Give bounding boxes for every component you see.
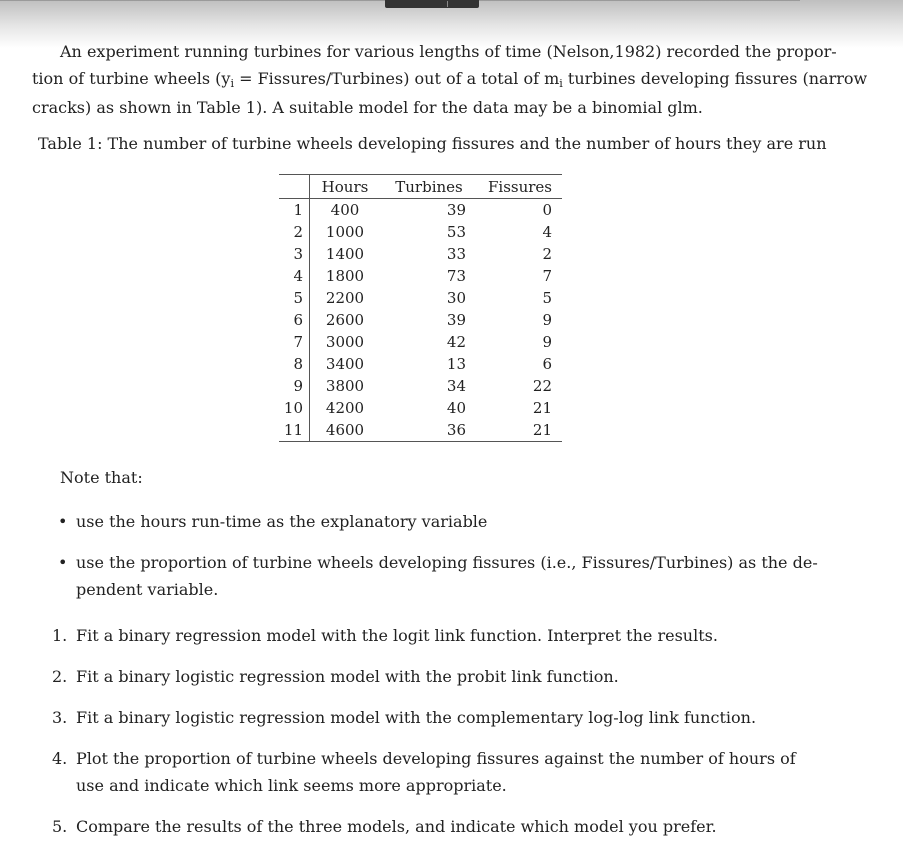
- hours-cell: 3400: [325, 355, 365, 373]
- task-list: [52, 622, 822, 854]
- row-index: 4: [279, 265, 310, 287]
- header-turbines: Turbines: [380, 175, 478, 199]
- task-number: 1.: [52, 626, 68, 645]
- table-row: [279, 419, 562, 442]
- row-index: 6: [279, 309, 310, 331]
- turbines-cell: 39: [446, 311, 466, 329]
- turbines-cell: 53: [446, 223, 466, 241]
- bullet-icon: •: [58, 512, 68, 531]
- intro-line-3: cracks) as shown in Table 1). A suitable model for the data may be a binomial glm.: [32, 98, 703, 117]
- header-index: [279, 175, 310, 199]
- bullet-text: use the proportion of turbine wheels developing fissures (i.e., Fissures/Turbines) as the de- pendent variable.: [76, 553, 818, 599]
- fissures-cell: 6: [542, 355, 552, 373]
- task-number: 2.: [52, 667, 68, 686]
- row-index: 1: [279, 199, 310, 222]
- intro-line-2-part-b: = Fissures/Turbines) out of a total of m: [233, 69, 560, 88]
- table-row: [279, 353, 562, 375]
- table-row: [279, 199, 562, 222]
- list-item: [52, 813, 822, 840]
- intro-line-2-part-c: turbines developing fissures (narrow: [562, 69, 868, 88]
- hours-cell: 3000: [325, 333, 365, 351]
- task-text: Fit a binary logistic regression model with the complementary log-log link function.: [76, 708, 757, 727]
- turbines-cell: 36: [380, 419, 478, 442]
- bullet-icon: •: [58, 553, 68, 572]
- fissures-cell: 2: [542, 245, 552, 263]
- table-row: [279, 287, 562, 309]
- table-caption: Table 1: The number of turbine wheels developing fissures and the number of hours they are run: [38, 134, 827, 153]
- subscript-i: i: [230, 77, 234, 90]
- subscript-i: i: [559, 77, 563, 90]
- row-index: 2: [279, 221, 310, 243]
- turbines-cell: 33: [446, 245, 466, 263]
- row-index: 5: [279, 287, 310, 309]
- task-number: 5.: [52, 817, 68, 836]
- hours-cell: 4200: [325, 399, 365, 417]
- table-row: [279, 309, 562, 331]
- fissures-cell: 22: [532, 377, 552, 395]
- task-number: 3.: [52, 708, 68, 727]
- turbines-cell: 39: [446, 201, 466, 219]
- task-text: Plot the proportion of turbine wheels developing fissures against the number of hours of use and indicate which link seems more appropriate.: [76, 749, 796, 795]
- fissures-cell: 21: [532, 399, 552, 417]
- fissures-cell: 9: [542, 333, 552, 351]
- bullet-text: use the hours run-time as the explanatory variable: [76, 512, 488, 531]
- row-index: 7: [279, 331, 310, 353]
- fissures-cell: 0: [542, 201, 552, 219]
- fissures-cell: 9: [542, 311, 552, 329]
- hours-cell: 1800: [325, 267, 365, 285]
- turbines-cell: 34: [446, 377, 466, 395]
- intro-line-2: [32, 65, 868, 94]
- fissures-cell: 7: [542, 267, 552, 285]
- hours-cell: 400: [330, 201, 360, 219]
- fissures-cell: 21: [478, 419, 562, 442]
- turbines-cell: 73: [446, 267, 466, 285]
- table-header-row: [279, 175, 562, 199]
- intro-paragraph: [32, 38, 868, 121]
- fissures-cell: 4: [542, 223, 552, 241]
- table-row: [279, 397, 562, 419]
- note-label: Note that:: [60, 468, 143, 487]
- table-row: [279, 375, 562, 397]
- table-body: [279, 199, 562, 442]
- viewer-toolbar-tab[interactable]: [385, 0, 479, 8]
- task-number: 4.: [52, 749, 68, 768]
- list-item: [52, 663, 822, 690]
- list-item: [52, 745, 822, 799]
- task-text: Fit a binary regression model with the logit link function. Interpret the results.: [76, 626, 718, 645]
- hours-cell: 1400: [325, 245, 365, 263]
- task-text: Compare the results of the three models, and indicate which model you prefer.: [76, 817, 717, 836]
- table-row: [279, 243, 562, 265]
- fissures-cell: 5: [542, 289, 552, 307]
- row-index: 10: [279, 397, 310, 419]
- hours-cell: 2600: [325, 311, 365, 329]
- table-row: [279, 221, 562, 243]
- row-index: 9: [279, 375, 310, 397]
- turbines-cell: 40: [446, 399, 466, 417]
- list-item: [58, 549, 818, 603]
- turbine-table: [279, 174, 562, 442]
- turbines-cell: 13: [446, 355, 466, 373]
- hours-cell: 1000: [325, 223, 365, 241]
- header-hours: Hours: [310, 175, 381, 199]
- table-row: [279, 331, 562, 353]
- header-fissures: Fissures: [478, 175, 562, 199]
- list-item: [52, 704, 822, 731]
- list-item: [52, 622, 822, 649]
- row-index: 3: [279, 243, 310, 265]
- task-text: Fit a binary logistic regression model with the probit link function.: [76, 667, 619, 686]
- hours-cell: 2200: [325, 289, 365, 307]
- turbines-cell: 30: [446, 289, 466, 307]
- intro-line-1: An experiment running turbines for various lengths of time (Nelson,1982) recorded the propor-: [60, 42, 837, 61]
- list-item: [58, 508, 818, 535]
- turbines-cell: 42: [446, 333, 466, 351]
- row-index: 11: [279, 419, 310, 442]
- note-bullets: [58, 508, 818, 617]
- hours-cell: 3800: [325, 377, 365, 395]
- table-row: [279, 265, 562, 287]
- intro-line-2-part-a: tion of turbine wheels (y: [32, 69, 231, 88]
- row-index: 8: [279, 353, 310, 375]
- hours-cell: 4600: [310, 419, 381, 442]
